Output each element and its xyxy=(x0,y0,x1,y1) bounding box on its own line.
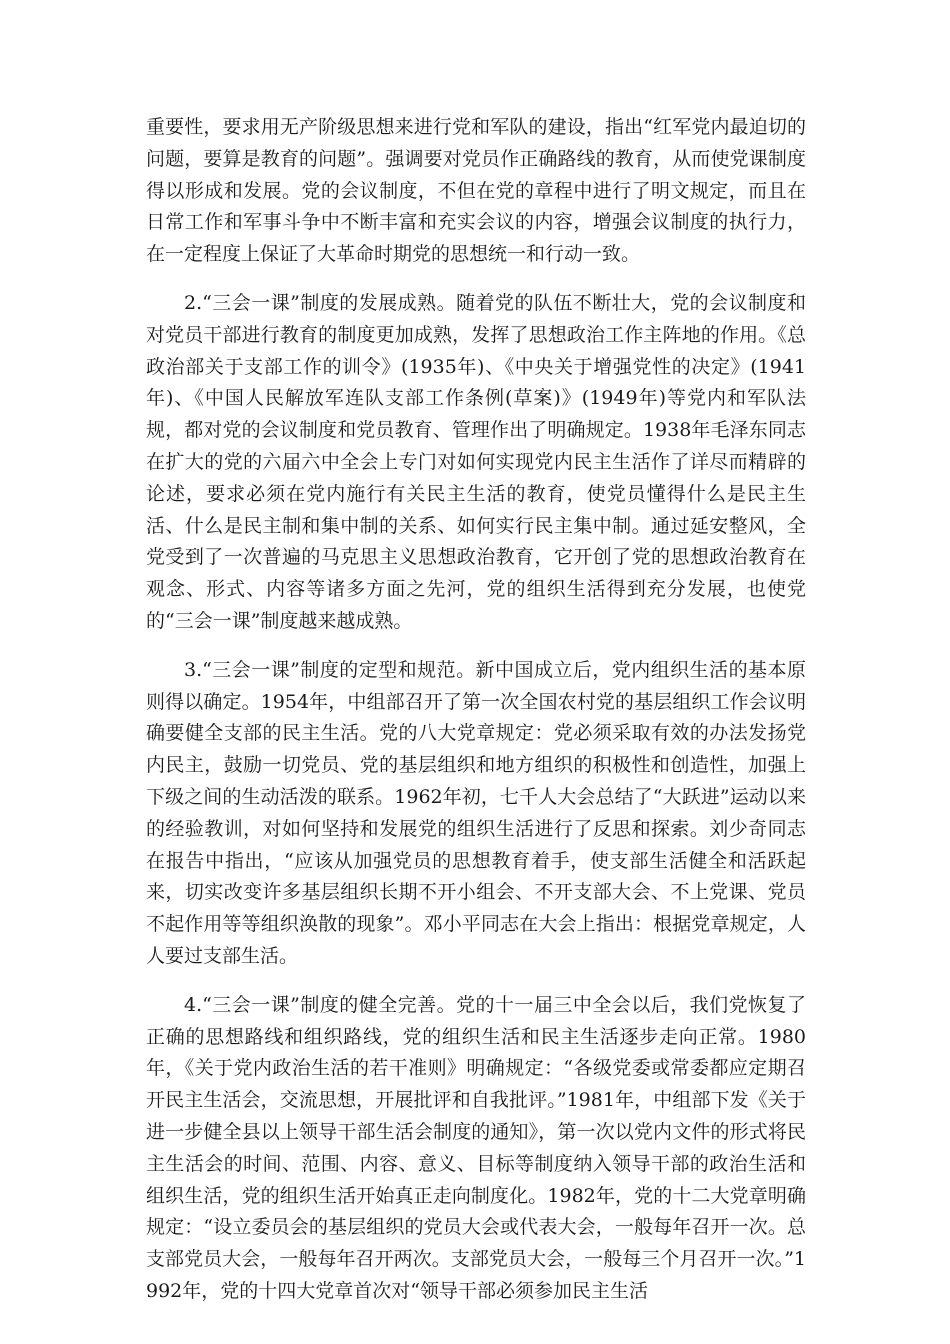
paragraph-continued: 重要性，要求用无产阶级思想来进行党和军队的建设，指出“红军党内最迫切的问题，要算是教育的问题”。强调要对党员作正确路线的教育，从而使党课制度得以形成和发展。党的会议制度，不但在党的章程中进行了明文规定，而且在日常工作和军事斗争中不断丰富和充实会议的内容，增强会议制度的执行力，在一定程度上保证了大革命时期党的思想统一和行动一致。 xyxy=(146,116,806,266)
paragraph-section-3: 3.“三会一课”制度的定型和规范。新中国成立后，党内组织生活的基本原则得以确定。1954年，中组部召开了第一次全国农村党的基层组织工作会议明确要健全支部的民主生活。党的八大党章规定：党必须采取有效的办法发扬党内民主，鼓励一切党员、党的基层组织和地方组织的积极性和创造性，加强上下级之间的生动活泼的联系。1962年初，七千人大会总结了“大跃进”运动以来的经验教训，对如何坚持和发展党的组织生活进行了反思和探索。刘少奇同志在报告中指出，“应该从加强党员的思想教育着手，使支部生活健全和活跃起来，切实改变许多基层组织长期不开小组会、不开支部大会、不上党课、党员不起作用等等组织涣散的现象”。邓小平同志在大会上指出：根据党章规定，人人要过支部生活。 xyxy=(146,658,806,967)
paragraph-section-2: 2.“三会一课”制度的发展成熟。随着党的队伍不断壮大，党的会议制度和对党员干部进行教育的制度更加成熟，发挥了思想政治工作主阵地的作用。《总政治部关于支部工作的训令》(1935年)、《中央关于增强党性的决定》(1941年)、《中国人民解放军连队支部工作条例(草案)》(1949年)等党内和军队法规，都对党的会议制度和党员教育、管理作出了明确规定。1938年毛泽东同志在扩大的党的六届六中全会上专门对如何实现党内民主生活作了详尽而精辟的论述，要求必须在党内施行有关民主生活的教育，使党员懂得什么是民主生活、什么是民主制和集中制的关系、如何实行民主集中制。通过延安整风，全党受到了一次普遍的马克思主义思想政治教育，它开创了党的思想政治教育在观念、形式、内容等诸多方面之先河，党的组织生活得到充分发展，也使党的“三会一课”制度越来越成熟。 xyxy=(146,291,806,632)
document-body xyxy=(146,112,806,1325)
paragraph-section-4: 4.“三会一课”制度的健全完善。党的十一届三中全会以后，我们党恢复了正确的思想路线和组织路线，党的组织生活和民主生活逐步走向正常。1980年，《关于党内政治生活的若干准则》明确规定：“各级党委或常委都应定期召开民主生活会，交流思想，开展批评和自我批评。”1981年，中组部下发《关于进一步健全县以上领导干部生活会制度的通知》，第一次以党内文件的形式将民主生活会的时间、范围、内容、意义、目标等制度纳入领导干部的政治生活和组织生活，党的组织生活开始真正走向制度化。1982年，党的十二大党章明确规定：“设立委员会的基层组织的党员大会或代表大会，一般每年召开一次。总支部党员大会，一般每年召开两次。支部党员大会，一般每三个月召开一次。”1992年，党的十四大党章首次对“领导干部必须参加民主生活 xyxy=(146,993,806,1302)
